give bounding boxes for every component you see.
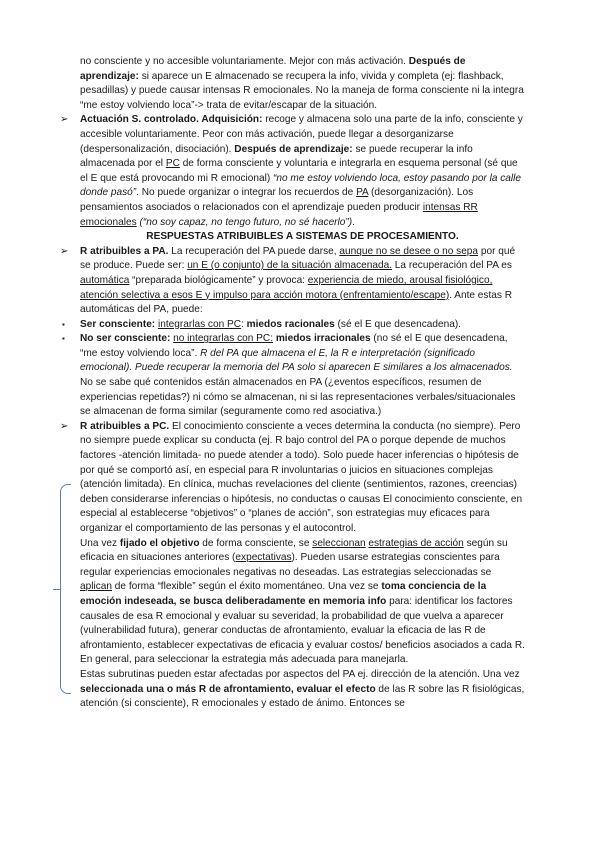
section-heading: RESPUESTAS ATRIBUIBLES A SISTEMAS DE PROCESAMIENTO. (146, 231, 459, 243)
arrow-bullet-icon: ➢ (60, 114, 69, 126)
bullet-pc-responses: ➢ R atribuibles a PC. El conocimiento consciente a veces determina la conducta (no siempre). Pero no siempre puede explicar su conducta (ej. R bajo control del PA o porque depende de muchos factores -atención limitada- no puede atender a todo). Solo puede hacer inferencias o hipótesis de por qué se comportó así, en especial para R involuntarias o juicios en situaciones complejas (atención limitada). En clínica, muchas revelaciones del cliente (sentimientos, razones, creencias) deben considerarse inferencias o hipótesis, no conductas o causas El conocimiento consciente, en especial al establecerse “objetivos” o “planes de acción”, son estrategias muy eficaces para organizar el comportamiento de las personas y el autocontrol. (60, 420, 523, 534)
annotation-brace (60, 484, 71, 694)
paragraph-subroutines: Estas subrutinas pueden estar afectadas por aspectos del PA ej. dirección de la atención. Una vez seleccionada una o más R de afrontamiento, evaluar el efecto de las R sobre las R fisiológicas, atención (si consciente), R emocionales y estado de ánimo. Entonces se (80, 668, 525, 710)
annotation-brace-tip (53, 589, 60, 590)
arrow-bullet-icon: ➢ (60, 420, 69, 432)
paragraph-continuation: no consciente y no accesible voluntariamente. Mejor con más activación. Después de aprendizaje: si aparece un E almacenado se recupera la info, vivida y completa (ej: flashback, pesadillas) y puede causar intensas R emocionales. No la maneja de forma consciente ni la integra “me estoy volviendo loca”-> trata de evitar/escapar de la situación. (80, 56, 524, 111)
document-page (0, 55, 600, 712)
sub-bullet-not-conscious: ▪ No ser consciente: no integrarlas con PC: miedos irracionales (no sé el E que desencadena, “me estoy volviendo loca”. R del PA que almacena el E, la R e interpretación (significado emocional). Puede recuperar la memoria del PA solo si aparecen E similares a los almacenados. No se sabe qué contenidos están almacenados en PA (¿eventos específicos, resumen de experiencias repetidas?) ni cómo se almacenan, ni si las representaciones verbales/situacionales se almacenan de forma similar (seguramente como red asociativa.) (62, 333, 516, 418)
arrow-bullet-icon: ➢ (60, 245, 69, 257)
paragraph-objectives: Una vez fijado el objetivo de forma consciente, se seleccionan estrategias de acción según su eficacia en situaciones anteriores (expectativas). Pueden usarse estrategias conscientes para regular experiencias emocionales negativas no deseadas. Las estrategias seleccionadas se aplican de forma “flexible” según el éxito momentáneo. Una vez se toma conciencia de la emoción indeseada, se busca deliberadamente en memoria info para: identificar los factores causales de esa R emocional y evaluar su severidad, la probabilidad de que vuelva a aparecer (vulnerabilidad futura), generar conductas de afrontamiento, evaluar la eficacia de las R de afrontamiento, establecer expectativas de eficacia y evaluar costos/ beneficios asociados a cada R. En general, para seleccionar la estrategia más adecuada para manejarla. (80, 537, 525, 666)
square-bullet-icon: ▪ (62, 319, 65, 329)
sub-bullet-conscious: ▪ Ser consciente: integrarlas con PC: miedos racionales (sé el E que desencadena). (0, 318, 600, 333)
bullet-pa-responses: ➢ R atribuibles a PA. La recuperación del PA puede darse, aunque no se desee o no sepa por qué se produce. Puede ser: un E (o conjunto) de la situación almacenada. La recuperación del PA es automática “preparada biológicamente” y provoca: experiencia de miedo, arousal fisiológico, atención selectiva a esos E y impulso para acción motora (enfrentamiento/escape). Ante estas R automáticas del PA, puede: (60, 245, 516, 316)
square-bullet-icon: ▪ (62, 334, 65, 344)
bullet-controlled-system: ➢ Actuación S. controlado. Adquisición: recoge y almacena solo una parte de la info, consciente y accesible voluntariamente. Peor con más activación, puede llegar a desorganizarse (despersonalización, disociación). Después de aprendizaje: se puede recuperar la info almacenada por el PC de forma consciente y voluntaria e integrarla en esquema personal (sé que el E que está provocando mi R emocional) “no me estoy volviendo loca, estoy pasando por la calle donde pasó”. No puede organizar o integrar los recuerdos de PA (desorganización). Los pensamientos asociados o relacionados con el aprendizaje pueden producir intensas RR emocionales (“no soy capaz, no tengo futuro, no sé hacerlo”). (60, 114, 523, 228)
